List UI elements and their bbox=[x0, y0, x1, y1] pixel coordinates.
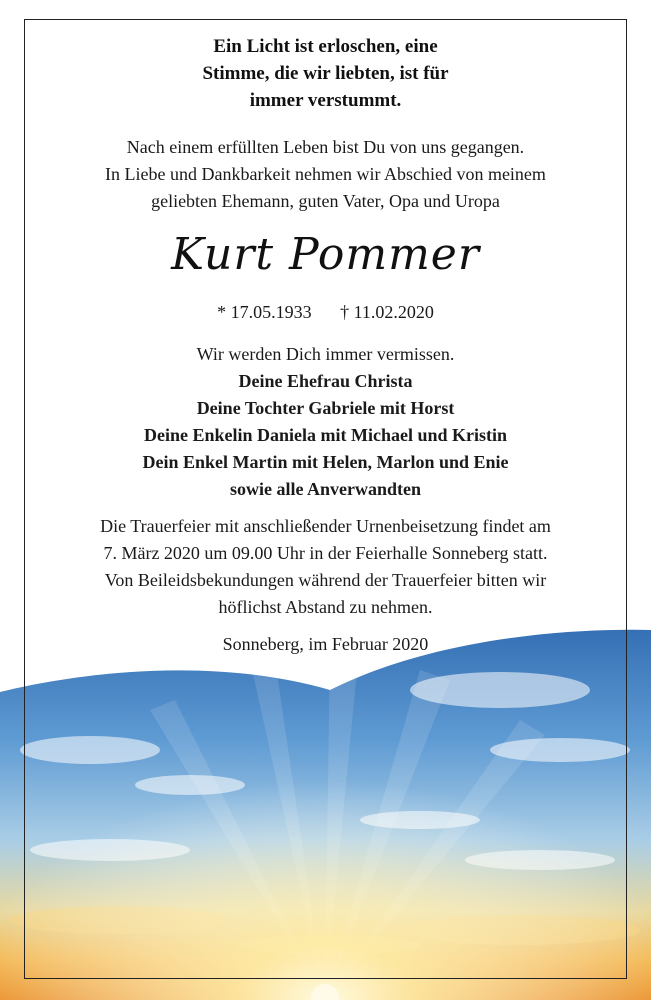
life-dates bbox=[40, 299, 611, 325]
place-date: Sonneberg, im Februar 2020 bbox=[222, 634, 429, 654]
motto bbox=[40, 33, 611, 114]
intro-text bbox=[40, 134, 611, 215]
ceremony-line: Von Beileidsbekundungen während der Trauerfeier bitten wir bbox=[104, 570, 547, 590]
ceremony-info bbox=[40, 513, 611, 621]
intro-line: Nach einem erfüllten Leben bist Du von uns gegangen. bbox=[126, 137, 525, 157]
intro-line: geliebten Ehemann, guten Vater, Opa und Uropa bbox=[151, 191, 500, 211]
sunrise-sky-image bbox=[0, 600, 651, 1000]
mourner-line: Deine Tochter Gabriele mit Horst bbox=[196, 398, 455, 418]
ceremony-line: höflichst Abstand zu nehmen. bbox=[218, 597, 433, 617]
mourner-line: Dein Enkel Martin mit Helen, Marlon und Enie bbox=[142, 452, 509, 472]
ceremony-line: 7. März 2020 um 09.00 Uhr in der Feierhalle Sonneberg statt. bbox=[103, 543, 548, 563]
deceased-name: Kurt Pommer bbox=[171, 229, 480, 280]
ceremony-line: Die Trauerfeier mit anschließender Urnenbeisetzung findet am bbox=[100, 516, 551, 536]
intro-line: In Liebe und Dankbarkeit nehmen wir Abschied von meinem bbox=[105, 164, 546, 184]
notice-text bbox=[40, 33, 611, 658]
birth-date: * 17.05.1933 bbox=[217, 302, 312, 322]
mourner-line: Deine Ehefrau Christa bbox=[238, 371, 413, 391]
miss-line: Wir werden Dich immer vermissen. bbox=[196, 344, 455, 364]
mourner-line: Deine Enkelin Daniela mit Michael und Kristin bbox=[143, 425, 508, 445]
motto-line: immer verstummt. bbox=[249, 90, 402, 111]
motto-line: Ein Licht ist erloschen, eine bbox=[213, 36, 438, 57]
mourners bbox=[40, 341, 611, 503]
mourner-line: sowie alle Anverwandten bbox=[230, 479, 421, 499]
death-date: † 11.02.2020 bbox=[340, 302, 434, 322]
motto-line: Stimme, die wir liebten, ist für bbox=[202, 63, 449, 84]
